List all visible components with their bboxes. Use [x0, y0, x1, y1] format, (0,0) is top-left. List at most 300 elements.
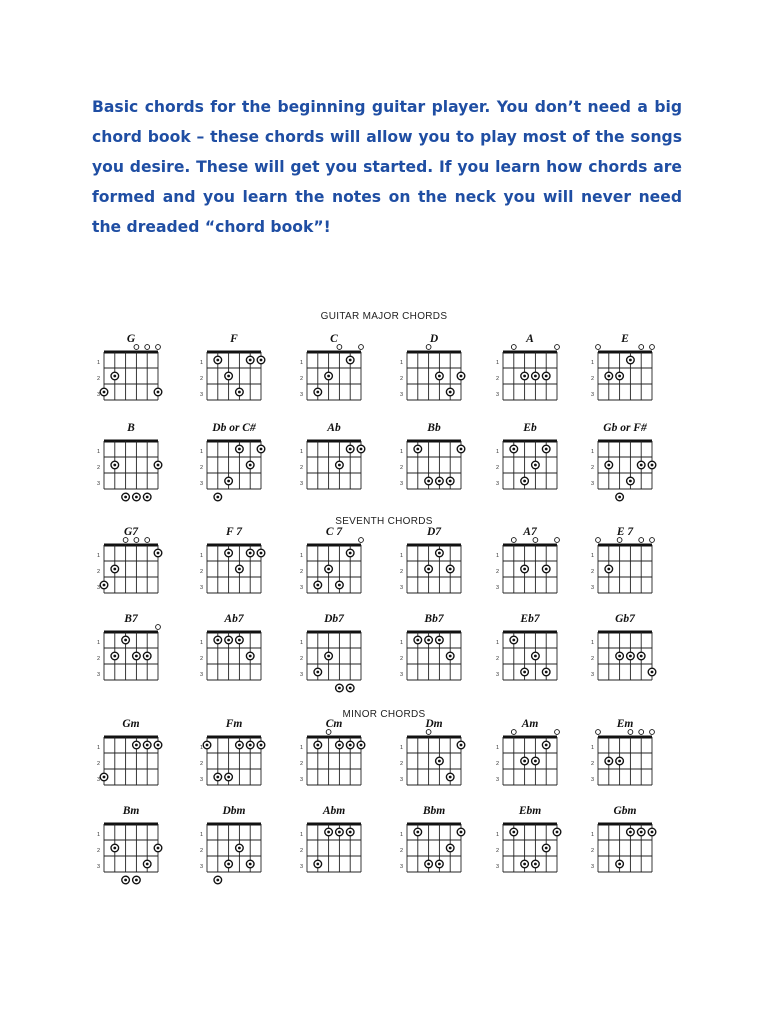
finger-dot-center: [629, 655, 632, 658]
nut: [407, 631, 461, 634]
finger-dot-center: [523, 568, 526, 571]
fret-number: 2: [399, 465, 403, 471]
chord-name: Dbm: [222, 805, 246, 817]
finger-dot-center: [327, 568, 330, 571]
finger-dot-center: [338, 687, 341, 690]
finger-dot-center: [416, 639, 419, 642]
finger-dot-center: [316, 671, 319, 674]
finger-dot-center: [545, 671, 548, 674]
finger-dot-center: [124, 639, 127, 642]
finger-dot-center: [349, 831, 352, 834]
fret-number: 3: [399, 392, 403, 398]
chord-diagram: [591, 526, 654, 593]
fret-number: 3: [399, 481, 403, 487]
nut: [407, 736, 461, 739]
finger-dot-center: [460, 448, 463, 451]
nut: [598, 631, 652, 634]
nut: [407, 823, 461, 826]
fret-number: 1: [399, 640, 403, 646]
nut: [207, 440, 261, 443]
finger-dot-center: [534, 760, 537, 763]
chord-diagram: [97, 613, 160, 680]
chord-diagram: [400, 422, 465, 489]
finger-dot-center: [124, 879, 127, 882]
fret-number: 1: [399, 832, 403, 838]
fret-number: 2: [399, 376, 403, 382]
finger-dot-center: [227, 480, 230, 483]
fret-number: 2: [399, 569, 403, 575]
open-string-marker: [326, 730, 331, 735]
open-string-marker: [511, 538, 516, 543]
nut: [598, 351, 652, 354]
chord-diagram: [496, 422, 557, 489]
chord-name: G: [126, 333, 136, 345]
open-string-marker: [596, 538, 601, 543]
finger-dot-center: [135, 744, 138, 747]
fret-number: 1: [590, 360, 594, 366]
finger-dot-center: [460, 744, 463, 747]
finger-dot-center: [327, 831, 330, 834]
chord-name: Eb: [523, 422, 537, 434]
chord-diagram: [496, 718, 559, 785]
finger-dot-center: [338, 831, 341, 834]
finger-dot-center: [135, 879, 138, 882]
open-string-marker: [511, 730, 516, 735]
fret-number: 3: [96, 585, 100, 591]
chord-name: Bb: [427, 422, 441, 434]
fret-number: 2: [590, 848, 594, 854]
fret-number: 1: [495, 745, 499, 751]
fret-number: 1: [199, 553, 203, 559]
chord-name: Dm: [425, 718, 443, 730]
finger-dot-center: [607, 760, 610, 763]
fret-number: 2: [399, 761, 403, 767]
finger-dot-center: [327, 375, 330, 378]
open-string-marker: [596, 730, 601, 735]
fret-number: 3: [299, 392, 303, 398]
chord-diagram: [97, 422, 162, 501]
finger-dot-center: [618, 496, 621, 499]
open-string-marker: [145, 538, 150, 543]
fret-number: 2: [495, 656, 499, 662]
nut: [104, 440, 158, 443]
finger-dot-center: [607, 464, 610, 467]
fret-number: 1: [590, 553, 594, 559]
finger-dot-center: [629, 359, 632, 362]
chord-diagram: [300, 526, 363, 593]
fret-number: 2: [590, 569, 594, 575]
fret-number: 1: [299, 745, 303, 751]
chord-name: Eb7: [520, 613, 540, 625]
finger-dot-center: [512, 639, 515, 642]
finger-dot-center: [316, 863, 319, 866]
nut: [503, 631, 557, 634]
nut: [407, 351, 461, 354]
fret-number: 2: [299, 848, 303, 854]
open-string-marker: [617, 538, 622, 543]
finger-dot-center: [135, 496, 138, 499]
fret-number: 3: [495, 672, 499, 678]
fret-number: 3: [199, 672, 203, 678]
chord-diagram: [496, 613, 557, 680]
fret-number: 2: [199, 656, 203, 662]
finger-dot-center: [512, 831, 515, 834]
finger-dot-center: [607, 375, 610, 378]
finger-dot-center: [534, 464, 537, 467]
fret-number: 2: [399, 848, 403, 854]
nut: [503, 351, 557, 354]
fret-number: 3: [495, 392, 499, 398]
finger-dot-center: [438, 863, 441, 866]
finger-dot-center: [618, 760, 621, 763]
finger-dot-center: [113, 655, 116, 658]
finger-dot-center: [238, 391, 241, 394]
fret-number: 3: [199, 481, 203, 487]
nut: [207, 544, 261, 547]
chord-name: Gb7: [615, 613, 635, 625]
finger-dot-center: [238, 568, 241, 571]
open-string-marker: [426, 345, 431, 350]
fret-number: 1: [590, 449, 594, 455]
chord-diagram: [400, 613, 461, 680]
open-string-marker: [650, 538, 655, 543]
chord-diagram: [591, 718, 654, 785]
finger-dot-center: [360, 744, 363, 747]
nut: [307, 736, 361, 739]
section-title-minor: MINOR CHORDS: [342, 709, 426, 720]
fret-number: 1: [299, 360, 303, 366]
fret-number: 2: [299, 761, 303, 767]
finger-dot-center: [449, 776, 452, 779]
finger-dot-center: [227, 639, 230, 642]
finger-dot-center: [113, 847, 116, 850]
nut: [207, 351, 261, 354]
chord-name: F 7: [225, 526, 243, 538]
nut: [307, 823, 361, 826]
open-string-marker: [639, 730, 644, 735]
fret-number: 1: [495, 449, 499, 455]
finger-dot-center: [534, 655, 537, 658]
nut: [104, 631, 158, 634]
open-string-marker: [156, 625, 161, 630]
finger-dot-center: [449, 391, 452, 394]
chord-diagram: [200, 718, 265, 785]
fret-number: 1: [495, 640, 499, 646]
finger-dot-center: [523, 760, 526, 763]
chord-diagram: [300, 422, 365, 489]
finger-dot-center: [146, 744, 149, 747]
chord-diagram: [400, 805, 465, 872]
finger-dot-center: [238, 639, 241, 642]
finger-dot-center: [260, 552, 263, 555]
chord-name: Gbm: [613, 805, 637, 817]
finger-dot-center: [349, 744, 352, 747]
finger-dot-center: [629, 480, 632, 483]
chord-diagram: [591, 422, 656, 501]
open-string-marker: [123, 538, 128, 543]
finger-dot-center: [651, 464, 654, 467]
fret-number: 2: [199, 376, 203, 382]
chord-name: E 7: [616, 526, 634, 538]
chord-diagram: [200, 422, 265, 501]
nut: [207, 631, 261, 634]
finger-dot-center: [249, 464, 252, 467]
finger-dot-center: [249, 863, 252, 866]
nut: [104, 823, 158, 826]
open-string-marker: [639, 345, 644, 350]
chord-name: B: [127, 422, 135, 434]
finger-dot-center: [349, 552, 352, 555]
finger-dot-center: [316, 744, 319, 747]
finger-dot-center: [449, 847, 452, 850]
finger-dot-center: [523, 480, 526, 483]
nut: [598, 736, 652, 739]
open-string-marker: [650, 345, 655, 350]
finger-dot-center: [113, 464, 116, 467]
fret-number: 2: [96, 376, 100, 382]
finger-dot-center: [316, 584, 319, 587]
finger-dot-center: [449, 568, 452, 571]
fret-number: 3: [199, 864, 203, 870]
fret-number: 3: [96, 481, 100, 487]
finger-dot-center: [427, 863, 430, 866]
finger-dot-center: [227, 552, 230, 555]
nut: [307, 351, 361, 354]
chord-name: G7: [123, 526, 139, 538]
finger-dot-center: [360, 448, 363, 451]
fret-number: 3: [299, 672, 303, 678]
chord-diagram: [400, 526, 461, 593]
fret-number: 2: [399, 656, 403, 662]
open-string-marker: [596, 345, 601, 350]
fret-number: 2: [590, 656, 594, 662]
fret-number: 1: [96, 360, 100, 366]
finger-dot-center: [438, 480, 441, 483]
chord-name: Bb7: [424, 613, 444, 625]
chord-name: Bm: [122, 805, 140, 817]
fret-number: 3: [96, 672, 100, 678]
chord-name: B7: [124, 613, 138, 625]
fret-number: 1: [399, 449, 403, 455]
fret-number: 1: [399, 360, 403, 366]
nut: [104, 736, 158, 739]
open-string-marker: [639, 538, 644, 543]
fret-number: 2: [199, 465, 203, 471]
open-string-marker: [134, 538, 139, 543]
fret-number: 1: [96, 832, 100, 838]
section-title-seventh: SEVENTH CHORDS: [335, 516, 433, 527]
chord-name: C: [330, 333, 338, 345]
fret-number: 2: [299, 465, 303, 471]
finger-dot-center: [146, 496, 149, 499]
section-title-major: GUITAR MAJOR CHORDS: [320, 311, 448, 322]
fret-number: 2: [495, 761, 499, 767]
fret-number: 3: [495, 481, 499, 487]
finger-dot-center: [157, 552, 160, 555]
fret-number: 2: [199, 761, 203, 767]
fret-number: 3: [299, 481, 303, 487]
finger-dot-center: [449, 480, 452, 483]
finger-dot-center: [416, 448, 419, 451]
fret-number: 1: [495, 553, 499, 559]
finger-dot-center: [607, 568, 610, 571]
finger-dot-center: [316, 391, 319, 394]
finger-dot-center: [227, 375, 230, 378]
finger-dot-center: [338, 584, 341, 587]
fret-number: 2: [495, 376, 499, 382]
chord-name: Cm: [325, 718, 343, 730]
chord-name: Am: [521, 718, 539, 730]
finger-dot-center: [545, 847, 548, 850]
fret-number: 3: [399, 585, 403, 591]
fret-number: 2: [590, 376, 594, 382]
fret-number: 2: [299, 569, 303, 575]
fret-number: 2: [96, 465, 100, 471]
fret-number: 2: [299, 376, 303, 382]
finger-dot-center: [416, 831, 419, 834]
fret-number: 2: [495, 569, 499, 575]
finger-dot-center: [438, 760, 441, 763]
open-string-marker: [156, 345, 161, 350]
finger-dot-center: [157, 847, 160, 850]
finger-dot-center: [640, 831, 643, 834]
nut: [598, 823, 652, 826]
finger-dot-center: [103, 391, 106, 394]
nut: [104, 544, 158, 547]
fret-number: 1: [96, 553, 100, 559]
nut: [307, 544, 361, 547]
finger-dot-center: [157, 464, 160, 467]
chord-diagram: [591, 613, 656, 680]
finger-dot-center: [157, 744, 160, 747]
finger-dot-center: [103, 776, 106, 779]
finger-dot-center: [227, 863, 230, 866]
fret-number: 3: [590, 864, 594, 870]
finger-dot-center: [534, 863, 537, 866]
chord-name: Ebm: [518, 805, 542, 817]
intro-paragraph: Basic chords for the beginning guitar player. You don’t need a big chord book – these chords will allow you to play most of the songs you desire. These will get you started. If you learn how chords are formed and you learn the notes on the neck you will never need the dreaded “chord book”!: [92, 98, 682, 236]
finger-dot-center: [545, 744, 548, 747]
fret-number: 1: [495, 360, 499, 366]
finger-dot-center: [260, 359, 263, 362]
finger-dot-center: [113, 375, 116, 378]
finger-dot-center: [427, 568, 430, 571]
finger-dot-center: [327, 655, 330, 658]
nut: [503, 440, 557, 443]
chord-diagram: [400, 333, 465, 400]
fret-number: 1: [299, 553, 303, 559]
finger-dot-center: [460, 831, 463, 834]
fret-number: 2: [96, 761, 100, 767]
chord-diagram: [496, 805, 561, 872]
finger-dot-center: [157, 391, 160, 394]
fret-number: 1: [590, 745, 594, 751]
fret-number: 3: [199, 392, 203, 398]
fret-number: 3: [96, 392, 100, 398]
finger-dot-center: [438, 375, 441, 378]
chord-name: Gm: [122, 718, 140, 730]
chord-diagram: [591, 333, 654, 400]
finger-dot-center: [216, 879, 219, 882]
open-string-marker: [555, 345, 560, 350]
finger-dot-center: [260, 448, 263, 451]
finger-dot-center: [249, 655, 252, 658]
fret-number: 3: [399, 864, 403, 870]
finger-dot-center: [545, 448, 548, 451]
nut: [407, 440, 461, 443]
fret-number: 2: [199, 848, 203, 854]
fret-number: 1: [299, 640, 303, 646]
finger-dot-center: [338, 464, 341, 467]
fret-number: 3: [299, 585, 303, 591]
chord-diagram: [97, 718, 162, 785]
finger-dot-center: [103, 584, 106, 587]
chord-diagram: [97, 526, 162, 593]
fret-number: 3: [96, 777, 100, 783]
nut: [598, 544, 652, 547]
fret-number: 1: [399, 745, 403, 751]
finger-dot-center: [438, 639, 441, 642]
fret-number: 2: [299, 656, 303, 662]
fret-number: 3: [590, 777, 594, 783]
open-string-marker: [511, 345, 516, 350]
chord-diagram: [200, 805, 261, 884]
finger-dot-center: [523, 671, 526, 674]
finger-dot-center: [349, 448, 352, 451]
fret-number: 3: [399, 672, 403, 678]
fret-number: 3: [199, 777, 203, 783]
nut: [104, 351, 158, 354]
finger-dot-center: [640, 655, 643, 658]
finger-dot-center: [113, 568, 116, 571]
chord-diagram: [97, 805, 162, 884]
nut: [598, 440, 652, 443]
fret-number: 3: [590, 392, 594, 398]
finger-dot-center: [260, 744, 263, 747]
finger-dot-center: [227, 776, 230, 779]
finger-dot-center: [427, 480, 430, 483]
open-string-marker: [555, 730, 560, 735]
fret-number: 2: [495, 848, 499, 854]
finger-dot-center: [618, 375, 621, 378]
fret-number: 1: [199, 640, 203, 646]
chord-diagram: [200, 333, 265, 400]
open-string-marker: [628, 730, 633, 735]
chord-name: F: [230, 333, 238, 345]
chord-diagram: [300, 333, 363, 400]
fret-number: 1: [96, 640, 100, 646]
nut: [503, 736, 557, 739]
chord-name: A7: [523, 526, 537, 538]
chord-name: Gb or F#: [603, 422, 647, 434]
chord-diagram: [200, 613, 261, 680]
finger-dot-center: [545, 568, 548, 571]
fret-number: 1: [96, 449, 100, 455]
fret-number: 1: [199, 360, 203, 366]
fret-number: 1: [199, 745, 203, 751]
chord-name: A: [526, 333, 534, 345]
nut: [307, 440, 361, 443]
finger-dot-center: [216, 776, 219, 779]
finger-dot-center: [206, 744, 209, 747]
fret-number: 3: [399, 777, 403, 783]
finger-dot-center: [651, 831, 654, 834]
finger-dot-center: [629, 831, 632, 834]
open-string-marker: [337, 345, 342, 350]
fret-number: 2: [96, 569, 100, 575]
fret-number: 1: [299, 449, 303, 455]
chord-name: Em: [616, 718, 634, 730]
